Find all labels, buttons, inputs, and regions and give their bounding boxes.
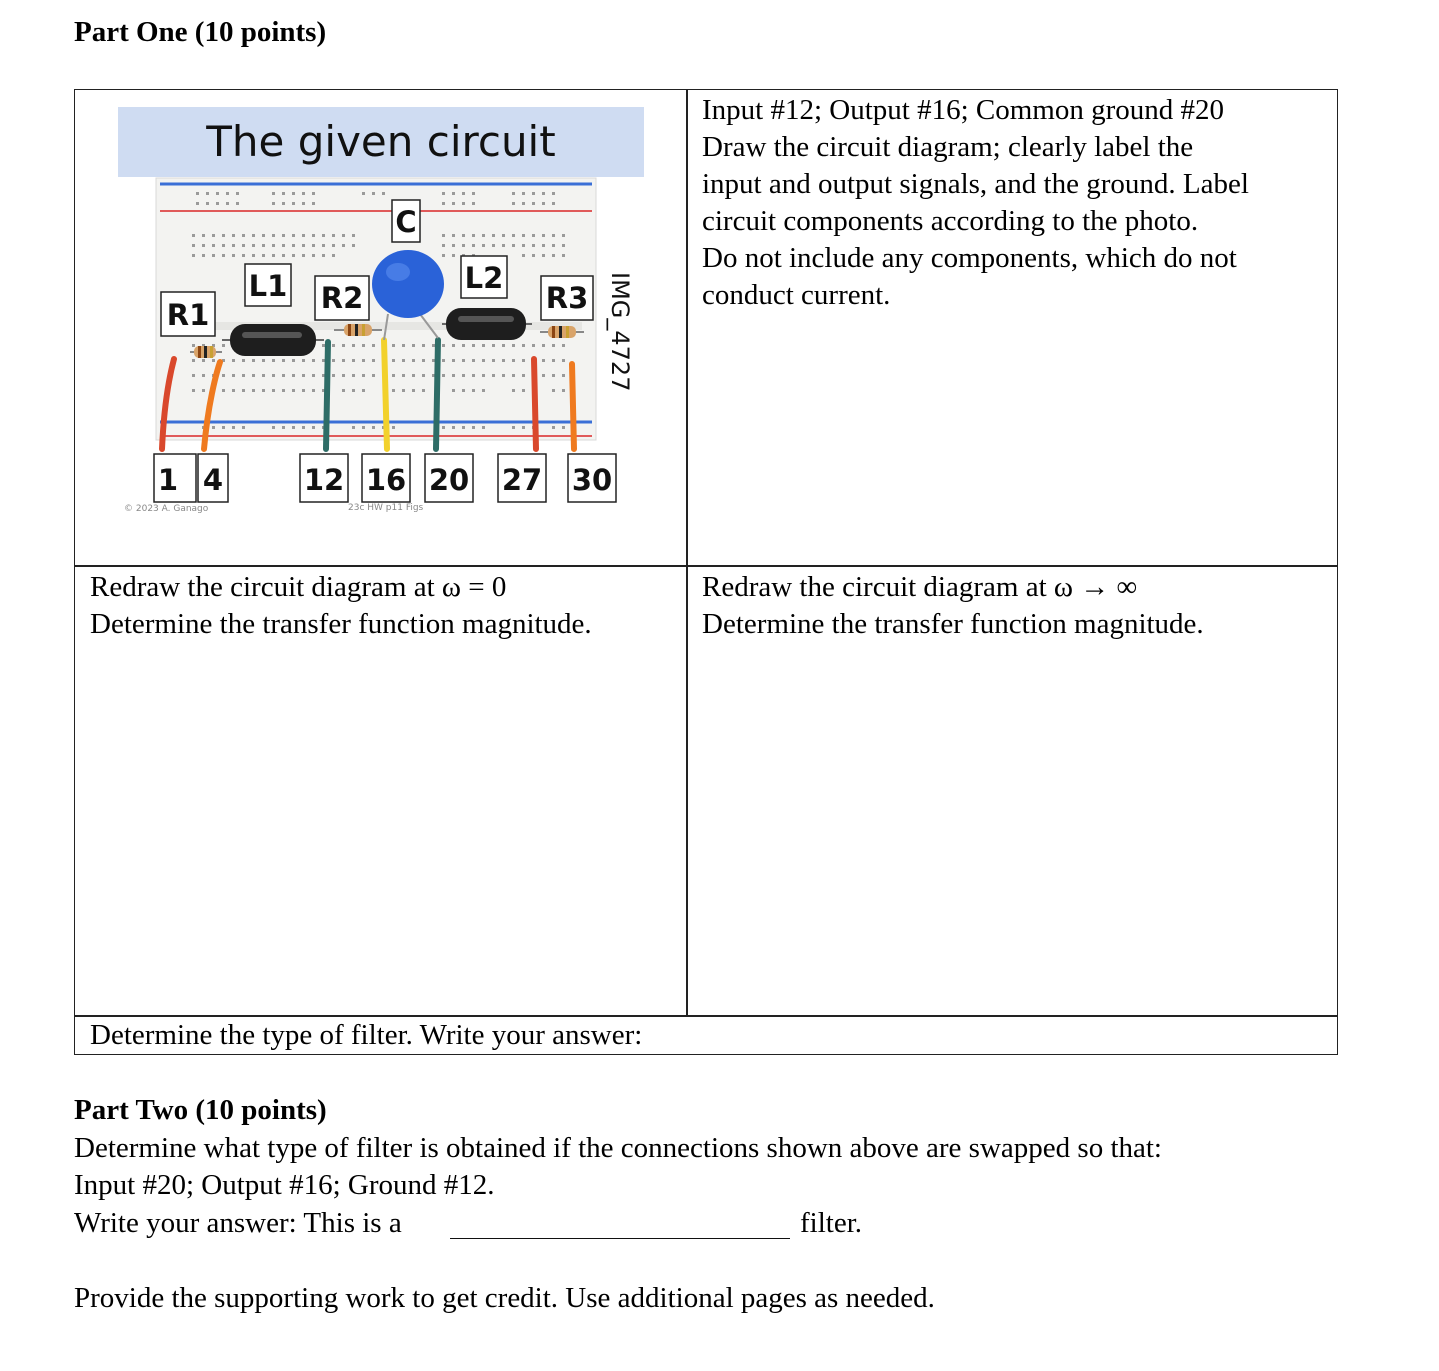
- instruction-line: Draw the circuit diagram; clearly label the: [702, 131, 1194, 163]
- low-frequency-text: [90, 569, 685, 643]
- instructions-text: [702, 92, 1332, 314]
- copyright-text: © 2023 A. Ganago: [124, 504, 209, 514]
- pin-4: 4: [202, 463, 224, 497]
- inductor-l2: [442, 308, 532, 340]
- figure-caption: 23c HW p11 Figs: [348, 503, 424, 513]
- label-l1: L1: [248, 269, 288, 303]
- pin-12: 12: [303, 463, 345, 497]
- instruction-line: input and output signals, and the ground. Label: [702, 168, 1249, 200]
- part-two-body: [74, 1130, 1414, 1204]
- filter-prompt: Determine the type of filter. Write your answer:: [90, 1019, 643, 1051]
- banner-text: The given circuit: [206, 117, 556, 166]
- high-frequency-line2: Determine the transfer function magnitude.: [702, 608, 1204, 640]
- pin-16: 16: [365, 463, 407, 497]
- low-frequency-line2: Determine the transfer function magnitude.: [90, 608, 592, 640]
- supporting-work-note: Provide the supporting work to get credit. Use additional pages as needed.: [74, 1282, 935, 1314]
- pin-1: 1: [157, 463, 179, 497]
- circuit-photo: [112, 104, 652, 516]
- instruction-line: Input #12; Output #16; Common ground #20: [702, 94, 1224, 126]
- instruction-line: circuit components according to the photo.: [702, 205, 1199, 237]
- high-frequency-text: [702, 569, 1332, 643]
- high-frequency-line1: Redraw the circuit diagram at ω → ∞: [702, 571, 1138, 603]
- answer-prefix: Write your answer: This is a: [74, 1207, 402, 1239]
- instruction-line: conduct current.: [702, 279, 891, 311]
- part-one-heading: Part One (10 points): [74, 16, 327, 48]
- pin-20: 20: [428, 463, 470, 497]
- pin-27: 27: [501, 463, 543, 497]
- label-l2: L2: [464, 261, 504, 295]
- instruction-line: Do not include any components, which do not: [702, 242, 1237, 274]
- label-c: C: [395, 205, 417, 239]
- label-r1: R1: [166, 298, 210, 332]
- inductor-l1: [222, 324, 324, 356]
- low-frequency-line1: Redraw the circuit diagram at ω = 0: [90, 571, 507, 603]
- part-two-line1: Determine what type of filter is obtained if the connections shown above are swapped so that:: [74, 1132, 1162, 1164]
- pin-30: 30: [571, 463, 613, 497]
- breadboard: [156, 178, 596, 440]
- answer-blank[interactable]: [450, 1238, 790, 1239]
- part-two-line2: Input #20; Output #16; Ground #12.: [74, 1169, 495, 1201]
- part-two-heading: Part Two (10 points): [74, 1094, 327, 1126]
- label-r2: R2: [320, 281, 364, 315]
- label-r3: R3: [545, 281, 589, 315]
- side-label: IMG_4727: [606, 272, 634, 392]
- answer-suffix: filter.: [800, 1207, 863, 1239]
